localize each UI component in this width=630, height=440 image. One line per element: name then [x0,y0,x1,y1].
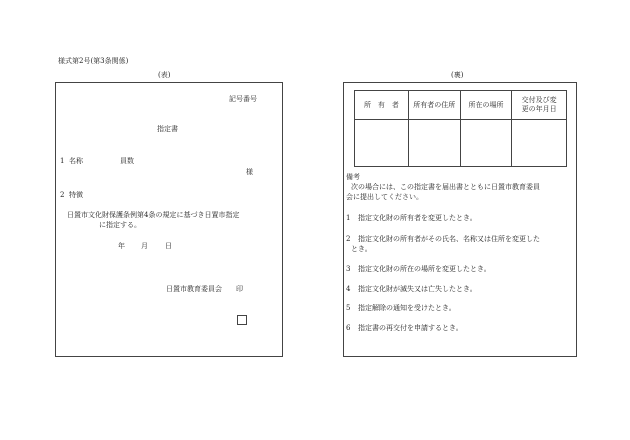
note-1-text: 指定文化財の所有者を変更したとき。 [358,214,477,222]
cell-owner-address[interactable] [408,120,460,167]
note-3-number: 3 [346,265,351,273]
front-side-label: (表) [158,71,171,79]
designation-statement-line1: 日置市文化財保護条例第4条の規定に基づき日置市指定 [67,211,240,219]
note-3-text: 指定文化財の所在の場所を変更したとき。 [358,265,491,273]
designation-statement-line2: に指定する。 [99,221,141,229]
note-2-text-line2: とき。 [351,245,372,253]
issuer-name: 日置市教育委員会 [166,285,222,293]
note-2-text-line1: 指定文化財の所有者がその氏名、名称又は住所を変更した [358,235,540,243]
header-owner-address: 所有者の住所 [408,91,460,120]
seal-mark: 印 [236,285,243,293]
note-6-text: 指定書の再交付を申請するとき。 [358,324,463,332]
form-title: 様式第2号(第3条関係) [58,57,129,65]
item1-name-label: 名称 [69,157,83,165]
note-5-number: 5 [346,304,351,312]
header-location: 所在の場所 [460,91,512,120]
note-4-text: 指定文化財が滅失又は亡失したとき。 [358,285,477,293]
item1-count-label: 員数 [120,157,134,165]
date-year: 年 [118,242,125,250]
seal-checkbox[interactable] [237,315,247,325]
cell-issue-change-date[interactable] [512,120,567,167]
note-1-number: 1 [346,214,351,222]
notes-title: 備考 [346,173,360,181]
certificate-heading: 指定書 [157,125,178,133]
item2-number: 2 [60,191,65,199]
item2-feature-label: 特徴 [69,191,83,199]
item1-number: 1 [60,157,65,165]
table-header-row [355,91,567,120]
note-5-text: 指定解除の通知を受けたとき。 [358,304,456,312]
header-issue-change-date [512,91,567,120]
note-4-number: 4 [346,285,351,293]
honorific-sama: 様 [246,168,253,176]
record-number-label: 記号番号 [229,95,257,103]
date-day: 日 [165,242,172,250]
date-month: 月 [141,242,148,250]
notes-intro-line2: 会に提出してください。 [346,193,423,201]
cell-location[interactable] [460,120,512,167]
note-6-number: 6 [346,324,351,332]
table-row [355,120,567,167]
back-side-label: (裏) [451,71,464,79]
header-issue-change-date-text: 交付及び変 更の年月日 [521,96,557,113]
notes-intro-line1: 次の場合には、この指定書を届出書とともに日置市教育委員 [351,183,540,191]
cell-owner[interactable] [355,120,409,167]
note-2-number: 2 [346,235,351,243]
registration-table [354,90,567,167]
header-owner: 所 有 者 [355,91,409,120]
